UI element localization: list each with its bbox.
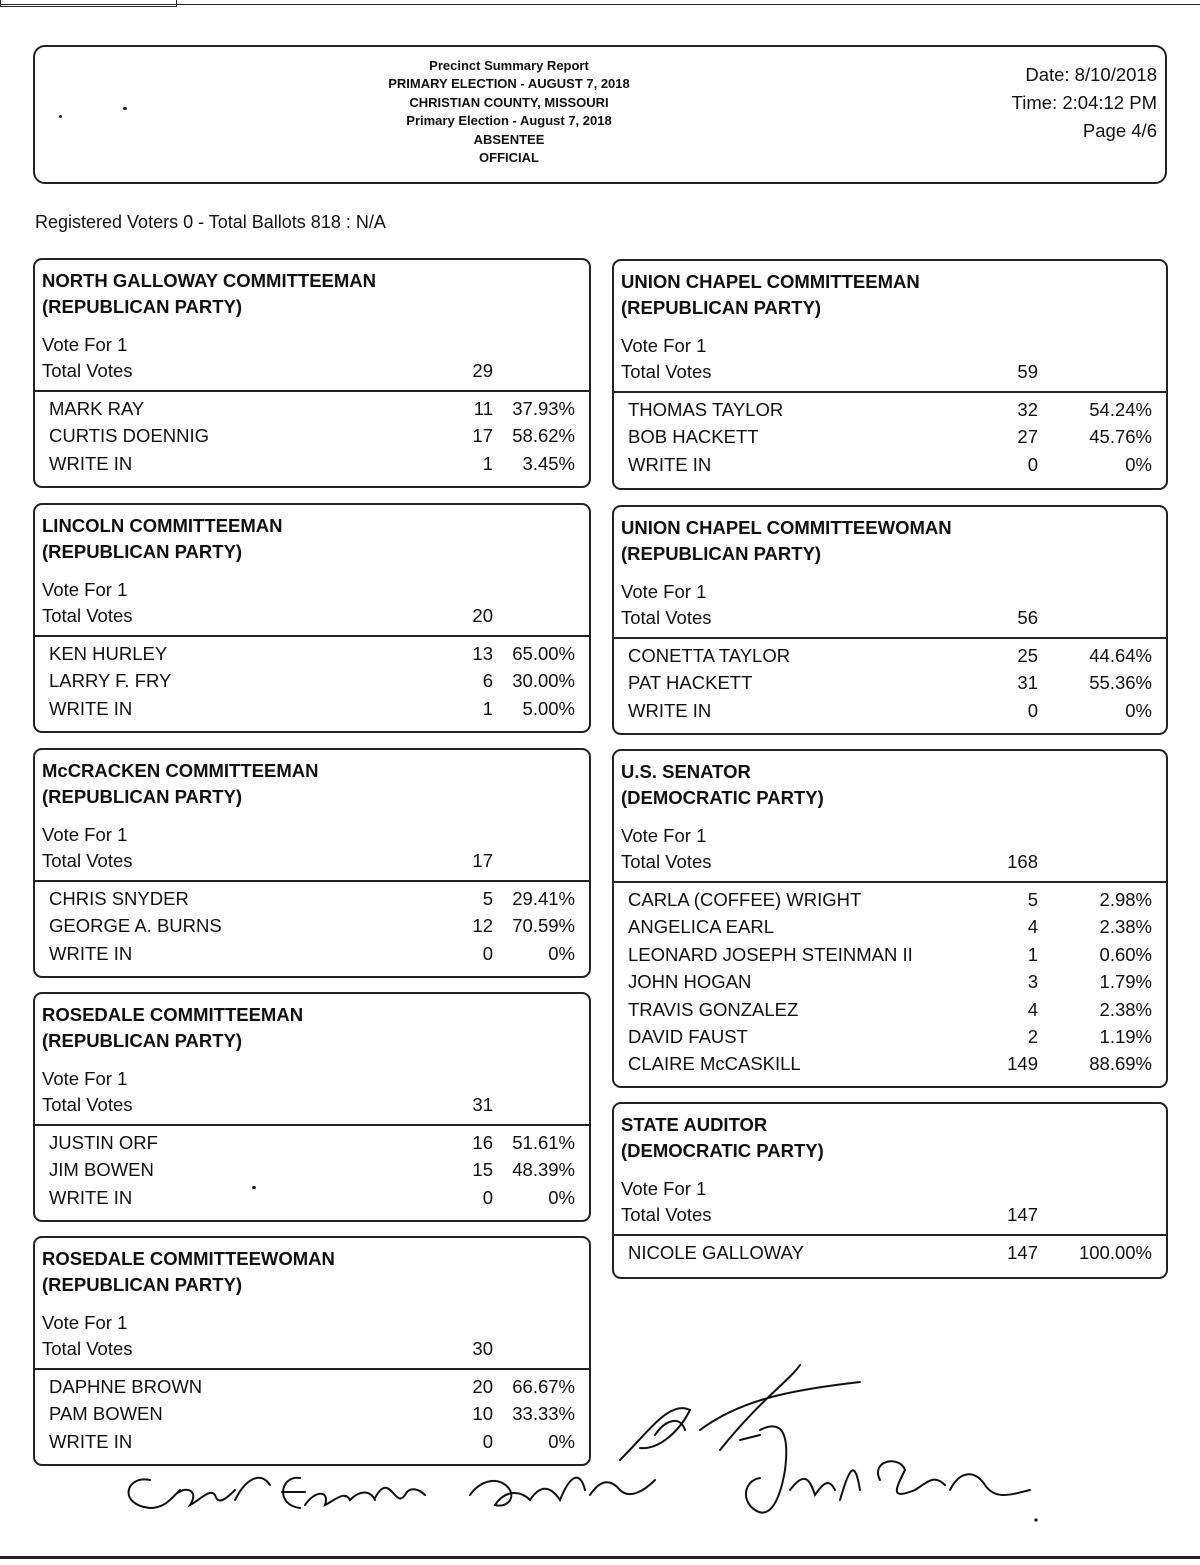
- candidate-name: CONETTA TAYLOR: [628, 645, 791, 666]
- candidate-votes: 10: [472, 1403, 493, 1425]
- race-title: [621, 1112, 824, 1164]
- candidate-votes: 5: [1027, 889, 1038, 910]
- report-header: [33, 45, 1167, 184]
- race-title: [42, 268, 376, 320]
- total-votes-value: 29: [472, 360, 493, 381]
- candidate-row: [35, 915, 589, 942]
- candidate-votes: 3: [1027, 971, 1038, 993]
- candidate-percent: 2.38%: [1099, 916, 1152, 938]
- candidate-votes: 15: [472, 1159, 493, 1181]
- candidate-percent: 55.36%: [1089, 672, 1152, 694]
- candidate-row: [614, 999, 1166, 1026]
- candidate-votes: 31: [1017, 672, 1038, 694]
- candidate-row: [35, 1132, 589, 1159]
- vote-for-label: Vote For 1: [42, 579, 128, 600]
- candidate-list: [35, 1132, 589, 1214]
- report-meta: [1012, 61, 1157, 145]
- election-name: PRIMARY ELECTION - AUGUST 7, 2018: [388, 76, 630, 92]
- race-party: (REPUBLICAN PARTY): [42, 1030, 243, 1051]
- candidate-row: [614, 1026, 1166, 1053]
- candidate-row: [35, 453, 589, 480]
- candidate-row: [35, 670, 589, 697]
- race-party: (REPUBLICAN PARTY): [42, 1274, 243, 1295]
- candidate-name: CURTIS DOENNIG: [49, 425, 210, 447]
- candidate-list: [614, 889, 1166, 1081]
- candidate-percent: 33.33%: [512, 1403, 575, 1425]
- candidate-row: [35, 943, 589, 970]
- race-box: [33, 503, 591, 733]
- registered-voters-summary: Registered Voters 0 - Total Ballots 818 : N/A: [35, 212, 386, 232]
- vote-for-label: Vote For 1: [621, 581, 707, 602]
- candidate-percent: 58.62%: [512, 425, 575, 447]
- candidate-votes: 2: [1027, 1025, 1038, 1047]
- total-votes-value: 59: [1017, 361, 1038, 382]
- candidate-name: DAVID FAUST: [628, 1025, 748, 1047]
- candidate-name: CHRIS SNYDER: [49, 888, 189, 909]
- candidate-percent: 65.00%: [512, 643, 575, 664]
- race-party: (REPUBLICAN PARTY): [42, 296, 243, 317]
- race-party: (REPUBLICAN PARTY): [621, 297, 822, 318]
- candidate-percent: 1.79%: [1099, 971, 1152, 993]
- total-votes-value: 147: [1007, 1204, 1038, 1225]
- candidate-percent: 30.00%: [512, 670, 575, 692]
- race-box: [612, 1102, 1168, 1279]
- candidate-name: LEONARD JOSEPH STEINMAN II: [628, 943, 913, 965]
- total-votes-value: 56: [1017, 607, 1038, 628]
- candidate-row: [614, 454, 1166, 481]
- race-party: (DEMOCRATIC PARTY): [621, 1140, 824, 1161]
- candidate-name: JOHN HOGAN: [628, 971, 752, 993]
- candidate-percent: 70.59%: [512, 915, 575, 937]
- candidate-percent: 51.61%: [512, 1132, 575, 1153]
- candidate-name: CLAIRE McCASKILL: [628, 1053, 801, 1075]
- signatures-image: [0, 1360, 1200, 1560]
- candidate-name: CARLA (COFFEE) WRIGHT: [628, 889, 862, 910]
- county-name: CHRISTIAN COUNTY, MISSOURI: [409, 94, 609, 110]
- candidate-votes: 1: [1027, 943, 1038, 965]
- total-votes-value: 17: [472, 850, 493, 871]
- race-divider: [33, 390, 591, 392]
- candidate-list: [35, 398, 589, 480]
- race-title: [621, 515, 952, 567]
- candidate-percent: 29.41%: [512, 888, 575, 909]
- total-votes-value: 168: [1007, 851, 1038, 872]
- candidate-votes: 149: [1007, 1053, 1038, 1075]
- candidate-name: WRITE IN: [628, 699, 712, 721]
- candidate-percent: 0%: [548, 1430, 575, 1452]
- candidate-percent: 54.24%: [1089, 399, 1152, 420]
- total-votes-value: 31: [472, 1094, 493, 1115]
- race-divider: [33, 1124, 591, 1126]
- scan-speck: [59, 115, 62, 118]
- race-office: NORTH GALLOWAY COMMITTEEMAN: [42, 270, 377, 291]
- race-office: LINCOLN COMMITTEEMAN: [42, 515, 283, 536]
- scan-speck: [252, 1186, 256, 1189]
- race-office: UNION CHAPEL COMMITTEEWOMAN: [621, 517, 952, 538]
- race-divider: [612, 637, 1168, 639]
- candidate-name: GEORGE A. BURNS: [49, 915, 222, 937]
- report-title-block: [35, 57, 983, 167]
- race-box: [33, 748, 591, 978]
- race-office: U.S. SENATOR: [621, 761, 751, 782]
- candidate-row: [35, 425, 589, 452]
- candidate-votes: 147: [1007, 1242, 1038, 1263]
- candidate-name: MARK RAY: [49, 398, 145, 419]
- candidate-votes: 11: [473, 398, 493, 419]
- total-votes-label: Total Votes: [42, 850, 133, 871]
- candidate-row: [614, 889, 1166, 916]
- race-office: McCRACKEN COMMITTEEMAN: [42, 760, 319, 781]
- total-votes-value: 20: [472, 605, 493, 626]
- vote-for-label: Vote For 1: [621, 825, 707, 846]
- candidate-row: [614, 645, 1166, 672]
- candidate-votes: 0: [482, 942, 493, 964]
- total-votes-label: Total Votes: [42, 360, 133, 381]
- candidate-row: [614, 700, 1166, 727]
- race-title: [621, 759, 824, 811]
- candidate-row: [35, 1159, 589, 1186]
- candidate-name: PAT HACKETT: [628, 672, 753, 694]
- candidate-percent: 5.00%: [522, 697, 575, 719]
- candidate-name: WRITE IN: [49, 1186, 133, 1208]
- race-title: [42, 1246, 335, 1298]
- race-party: (REPUBLICAN PARTY): [42, 541, 243, 562]
- race-box: [612, 259, 1168, 490]
- candidate-votes: 5: [482, 888, 493, 909]
- candidate-name: WRITE IN: [49, 942, 133, 964]
- candidate-name: WRITE IN: [628, 453, 712, 475]
- candidate-votes: 17: [472, 425, 493, 447]
- candidate-name: JIM BOWEN: [49, 1159, 154, 1181]
- candidate-name: BOB HACKETT: [628, 426, 759, 448]
- candidate-name: JUSTIN ORF: [49, 1132, 158, 1153]
- candidate-name: TRAVIS GONZALEZ: [628, 998, 799, 1020]
- scan-tab: [0, 0, 177, 7]
- scan-edge-top: [0, 0, 1200, 5]
- election-subtitle: Primary Election - August 7, 2018: [406, 113, 612, 129]
- candidate-votes: 32: [1017, 399, 1038, 420]
- candidate-list: [614, 399, 1166, 481]
- candidate-row: [614, 971, 1166, 998]
- candidate-percent: 45.76%: [1089, 426, 1152, 448]
- candidate-name: NICOLE GALLOWAY: [628, 1242, 804, 1263]
- race-divider: [33, 635, 591, 637]
- candidate-percent: 88.69%: [1089, 1053, 1152, 1075]
- candidate-name: WRITE IN: [49, 697, 133, 719]
- candidate-percent: 0.60%: [1099, 943, 1152, 965]
- candidate-percent: 0%: [1125, 453, 1152, 475]
- total-votes-label: Total Votes: [621, 851, 712, 872]
- candidate-votes: 0: [1027, 453, 1038, 475]
- candidate-name: THOMAS TAYLOR: [628, 399, 784, 420]
- candidate-row: [614, 1242, 1166, 1269]
- candidate-votes: 1: [482, 697, 493, 719]
- scan-edge-bottom: [0, 1556, 1200, 1559]
- candidate-votes: 20: [472, 1376, 493, 1397]
- candidate-row: [614, 672, 1166, 699]
- candidate-votes: 27: [1017, 426, 1038, 448]
- vote-for-label: Vote For 1: [42, 334, 128, 355]
- candidate-row: [614, 426, 1166, 453]
- candidate-percent: 2.38%: [1099, 998, 1152, 1020]
- candidate-votes: 13: [472, 643, 493, 664]
- candidate-name: DAPHNE BROWN: [49, 1376, 203, 1397]
- race-box: [33, 258, 591, 488]
- race-office: STATE AUDITOR: [621, 1114, 768, 1135]
- candidate-list: [614, 645, 1166, 727]
- race-party: (DEMOCRATIC PARTY): [621, 787, 824, 808]
- total-votes-label: Total Votes: [621, 361, 712, 382]
- candidate-name: WRITE IN: [49, 452, 133, 474]
- race-box: [612, 749, 1168, 1088]
- candidate-list: [614, 1242, 1166, 1269]
- candidate-votes: 6: [482, 670, 493, 692]
- candidate-list: [35, 888, 589, 970]
- vote-for-label: Vote For 1: [42, 1312, 128, 1333]
- race-title: [621, 269, 920, 321]
- candidate-percent: 48.39%: [512, 1159, 575, 1181]
- vote-for-label: Vote For 1: [42, 1068, 128, 1089]
- race-divider: [612, 1234, 1168, 1236]
- race-box: [612, 505, 1168, 735]
- candidate-name: ANGELICA EARL: [628, 916, 775, 938]
- scan-speck: [123, 107, 127, 110]
- candidate-votes: 0: [482, 1186, 493, 1208]
- race-divider: [612, 881, 1168, 883]
- report-title: Precinct Summary Report: [429, 58, 589, 73]
- race-office: UNION CHAPEL COMMITTEEMAN: [621, 271, 920, 292]
- vote-for-label: Vote For 1: [621, 335, 707, 356]
- candidate-name: PAM BOWEN: [49, 1403, 163, 1425]
- candidate-row: [35, 1187, 589, 1214]
- candidate-votes: 12: [472, 915, 493, 937]
- candidate-row: [614, 916, 1166, 943]
- vote-for-label: Vote For 1: [621, 1178, 707, 1199]
- candidate-percent: 0%: [1125, 699, 1152, 721]
- candidate-votes: 16: [472, 1132, 493, 1153]
- candidate-list: [35, 643, 589, 725]
- ballot-type: ABSENTEE: [473, 131, 545, 147]
- report-status: OFFICIAL: [479, 150, 539, 166]
- candidate-percent: 100.00%: [1078, 1242, 1152, 1263]
- candidate-percent: 1.19%: [1099, 1025, 1152, 1047]
- candidate-row: [614, 399, 1166, 426]
- candidate-name: KEN HURLEY: [49, 643, 168, 664]
- vote-for-label: Vote For 1: [42, 824, 128, 845]
- candidate-votes: 0: [1027, 699, 1038, 721]
- candidate-percent: 0%: [548, 942, 575, 964]
- total-votes-label: Total Votes: [42, 1094, 133, 1115]
- candidate-votes: 4: [1027, 998, 1038, 1020]
- candidate-votes: 0: [482, 1430, 493, 1452]
- candidate-percent: 66.67%: [512, 1376, 575, 1397]
- race-party: (REPUBLICAN PARTY): [621, 543, 822, 564]
- candidate-percent: 2.98%: [1099, 889, 1152, 910]
- candidate-percent: 0%: [548, 1186, 575, 1208]
- report-time: Time: 2:04:12 PM: [1011, 92, 1157, 113]
- total-votes-label: Total Votes: [621, 607, 712, 628]
- candidate-row: [35, 698, 589, 725]
- race-divider: [612, 391, 1168, 393]
- page-number: Page 4/6: [1082, 120, 1157, 141]
- total-votes-label: Total Votes: [621, 1204, 712, 1225]
- candidate-name: LARRY F. FRY: [49, 670, 172, 692]
- candidate-row: [614, 1053, 1166, 1080]
- candidate-percent: 44.64%: [1089, 645, 1152, 666]
- candidate-votes: 25: [1017, 645, 1038, 666]
- race-box: [33, 992, 591, 1222]
- candidate-percent: 37.93%: [512, 398, 575, 419]
- candidate-votes: 1: [482, 452, 493, 474]
- race-office: ROSEDALE COMMITTEEWOMAN: [42, 1248, 335, 1269]
- race-title: [42, 758, 318, 810]
- candidate-votes: 4: [1027, 916, 1038, 938]
- race-office: ROSEDALE COMMITTEEMAN: [42, 1004, 304, 1025]
- race-title: [42, 513, 282, 565]
- race-party: (REPUBLICAN PARTY): [42, 786, 243, 807]
- candidate-row: [35, 888, 589, 915]
- report-date: Date: 8/10/2018: [1025, 64, 1157, 85]
- total-votes-label: Total Votes: [42, 605, 133, 626]
- race-title: [42, 1002, 303, 1054]
- race-divider: [33, 880, 591, 882]
- candidate-row: [35, 643, 589, 670]
- total-votes-value: 30: [472, 1338, 493, 1359]
- candidate-row: [35, 398, 589, 425]
- candidate-name: WRITE IN: [49, 1430, 133, 1452]
- candidate-percent: 3.45%: [522, 452, 575, 474]
- total-votes-label: Total Votes: [42, 1338, 133, 1359]
- candidate-row: [614, 944, 1166, 971]
